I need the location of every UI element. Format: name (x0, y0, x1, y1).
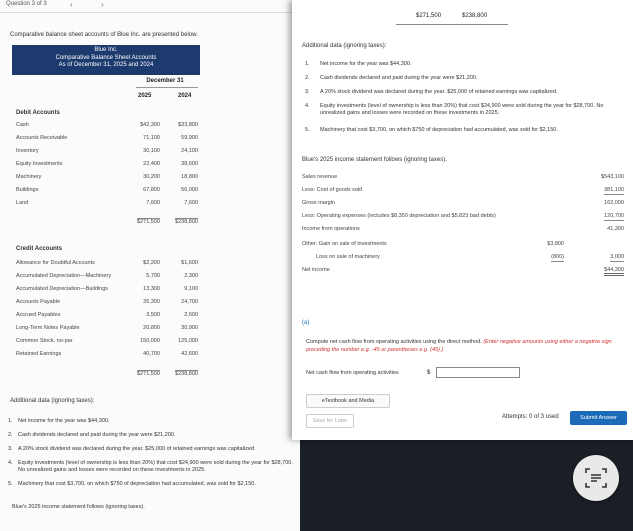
text-scan-icon (584, 466, 608, 490)
prev-question-icon[interactable]: ‹ (70, 0, 73, 9)
value-2024: $33,800 (178, 122, 198, 128)
value-2024: 18,800 (181, 174, 198, 180)
account-name: Machinery (16, 174, 42, 180)
income-from-operations-row: Income from operations 41,300 (302, 226, 624, 232)
balance-sheet-row (16, 148, 198, 157)
additional-data-title: Additional data (ignoring taxes): (10, 398, 95, 404)
operating-expenses-row: Less: Operating expenses (includes $8,350 depreciation and $5,823 bad debts) 120,700 (302, 213, 624, 219)
balance-sheet-row (16, 325, 198, 334)
value-2024: 7,600 (184, 200, 198, 206)
part-a-label: (a) (302, 320, 310, 326)
balance-sheet-row (16, 286, 198, 295)
next-question-icon[interactable]: › (101, 0, 104, 9)
value-2024: 2,300 (184, 273, 198, 279)
net-cash-flow-label: Net cash flow from operating activities (306, 370, 399, 376)
account-name: Accounts Receivable (16, 135, 68, 141)
balance-sheet-row (16, 122, 198, 131)
additional-data-item: 4. Equity investments (level of ownership is less than 20%) that cost $24,900 were sold during the year for $28,700. No unrealized gains and losses were recorded on these investments in 2025. (8, 460, 293, 473)
cogs-row: Less: Cost of goods sold 381,100 (302, 187, 624, 193)
question-header (0, 0, 300, 13)
balance-sheet-row (16, 260, 198, 269)
balance-sheet-row (16, 273, 198, 282)
account-name: Long-Term Notes Payable (16, 325, 80, 331)
value-2024: 125,000 (178, 338, 198, 344)
value-2024: 59,900 (181, 135, 198, 141)
account-name: Buildings (16, 187, 39, 193)
chat-assistant-button[interactable] (573, 455, 619, 501)
value-2025: 20,800 (143, 325, 160, 331)
account-name: Inventory (16, 148, 39, 154)
additional-data-item: 1. Net income for the year was $44,300. (8, 418, 110, 424)
account-name: Accrued Payables (16, 312, 61, 318)
additional-data-item: 5. Machinery that cost $3,700, on which $750 of depreciation had accumulated, was sold for $2,150. (305, 127, 558, 133)
account-name: Accounts Payable (16, 299, 61, 305)
value-2024: 56,000 (181, 187, 198, 193)
balance-sheet-total-row (16, 218, 198, 227)
additional-data-item: 5. Machinery that cost $3,700, on which $750 of depreciation had accumulated, was sold for $2,150. (8, 481, 256, 487)
loss-on-machinery-row: Loss on sale of machinery (800) 3,000 (316, 254, 624, 260)
value-2025: 150,000 (140, 338, 160, 344)
value-2025: 22,400 (143, 161, 160, 167)
value-2024: $1,600 (181, 260, 198, 266)
balance-sheet-row (16, 200, 198, 209)
additional-data-item: 4. Equity investments (level of ownership is less than 20%) that cost $24,900 were sold during the year for $28,700. No unrealized gains and losses were recorded on these investments in 2025. (305, 103, 604, 116)
account-name: Retained Earnings (16, 351, 62, 357)
save-for-later-button[interactable]: Save for Later (306, 414, 354, 428)
negative-amount-hint: (Enter negative amounts using either a negative sign preceding the number e.g. -45 or parentheses e.g. (45).) (306, 339, 612, 353)
income-statement-title: Blue's 2025 income statement follows (ignoring taxes). (302, 157, 447, 163)
value-2024: 38,600 (181, 161, 198, 167)
additional-data-item: 3. A 20% stock dividend was declared during the year. $25,000 of retained earnings was capitalized. (305, 89, 558, 95)
value-2025: 40,700 (143, 351, 160, 357)
net-income-row: Net income $44,300 (302, 267, 624, 277)
income-statement-intro: Blue's 2025 income statement follows (ignoring taxes). (12, 504, 145, 510)
attempts-counter: Attempts: 0 of 3 used (502, 414, 559, 420)
total-2024: $238,800 (462, 13, 488, 19)
additional-data-title: Additional data (ignoring taxes): (302, 43, 387, 49)
balance-sheet-row (16, 312, 198, 321)
total-2024: $238,800 (175, 219, 198, 225)
value-2025: 30,100 (143, 148, 160, 154)
account-name: Allowance for Doubtful Accounts (16, 260, 95, 266)
value-2024: 24,700 (181, 299, 198, 305)
value-2025: 5,700 (146, 273, 160, 279)
dollar-sign: $ (427, 370, 431, 376)
gross-margin-row: Gross margin 162,000 (302, 200, 624, 206)
balance-sheet-row (16, 187, 198, 196)
value-2025: 7,600 (146, 200, 160, 206)
account-name: Accumulated Depreciation—Machinery (16, 273, 112, 279)
value-2024: 2,600 (184, 312, 198, 318)
value-2025: 13,300 (143, 286, 160, 292)
submit-answer-button[interactable]: Submit Answer (570, 411, 627, 425)
value-2025: 67,800 (143, 187, 160, 193)
balance-sheet-row (16, 135, 198, 144)
year-2025-header: 2025 (138, 93, 152, 99)
additional-data-item: 1. Net income for the year was $44,300. (305, 61, 412, 67)
intro-text: Comparative balance sheet accounts of Blue Inc. are presented below. (10, 32, 198, 38)
account-name: Accumulated Depreciation—Buildings (16, 286, 109, 292)
balance-sheet-row (16, 174, 198, 183)
background-question-page (0, 0, 300, 531)
value-2025: 30,200 (143, 174, 160, 180)
value-2024: 30,900 (181, 325, 198, 331)
additional-data-item: 2. Cash dividends declared and paid during the year were $21,200. (8, 432, 176, 438)
value-2025: 35,300 (143, 299, 160, 305)
question-counter: Question 3 of 3 (6, 1, 47, 7)
additional-data-item: 3. A 20% stock dividend was declared during the year. $25,000 of retained earnings was capitalized. (8, 446, 256, 452)
net-cash-flow-input[interactable] (436, 367, 520, 378)
account-name: Cash (16, 122, 29, 128)
year-2024-header: 2024 (178, 93, 192, 99)
total-2025: $271,500 (137, 219, 160, 225)
value-2025: $2,200 (143, 260, 160, 266)
statement-date: As of December 31, 2025 and 2024 (58, 62, 154, 68)
date-group-header: December 31 (132, 78, 198, 84)
account-name: Equity Investments (16, 161, 63, 167)
value-2024: 9,100 (184, 286, 198, 292)
account-name: Land (16, 200, 29, 206)
value-2024: 42,600 (181, 351, 198, 357)
value-2025: 3,500 (146, 312, 160, 318)
etextbook-media-button[interactable]: eTextbook and Media (306, 394, 390, 408)
additional-data-item: 2. Cash dividends declared and paid during the year were $21,200. (305, 75, 478, 81)
balance-sheet-row (16, 299, 198, 308)
balance-sheet-row (16, 338, 198, 347)
question-panel (292, 0, 633, 440)
total-2025: $271,500 (416, 13, 442, 19)
part-a-instructions: Compute net cash flow from operating activities using the direct method. (Enter negative amounts using either a negative sign preceding the number e.g. -45 or parentheses e.g. (45).) (306, 339, 612, 353)
account-name: Common Stock, no-par (16, 338, 73, 344)
credit-accounts-heading: Credit Accounts (16, 246, 63, 252)
value-2025: 71,100 (143, 135, 160, 141)
company-name: Blue Inc. (94, 47, 118, 53)
debit-accounts-heading: Debit Accounts (16, 110, 60, 116)
sales-row: Sales revenue $543,100 (302, 174, 624, 180)
balance-sheet-row (16, 161, 198, 170)
value-2025: $42,300 (140, 122, 160, 128)
statement-title: Comparative Balance Sheet Accounts (55, 54, 157, 61)
gain-on-investments-row: Other: Gain on sale of investments $3,800 (302, 241, 564, 247)
scrolled-totals-row (396, 10, 508, 25)
total-2024: $238,800 (175, 371, 198, 377)
total-2025: $271,500 (137, 371, 160, 377)
balance-sheet-header (12, 45, 200, 75)
balance-sheet-total-row (16, 370, 198, 379)
value-2024: 24,100 (181, 148, 198, 154)
balance-sheet-row (16, 351, 198, 360)
